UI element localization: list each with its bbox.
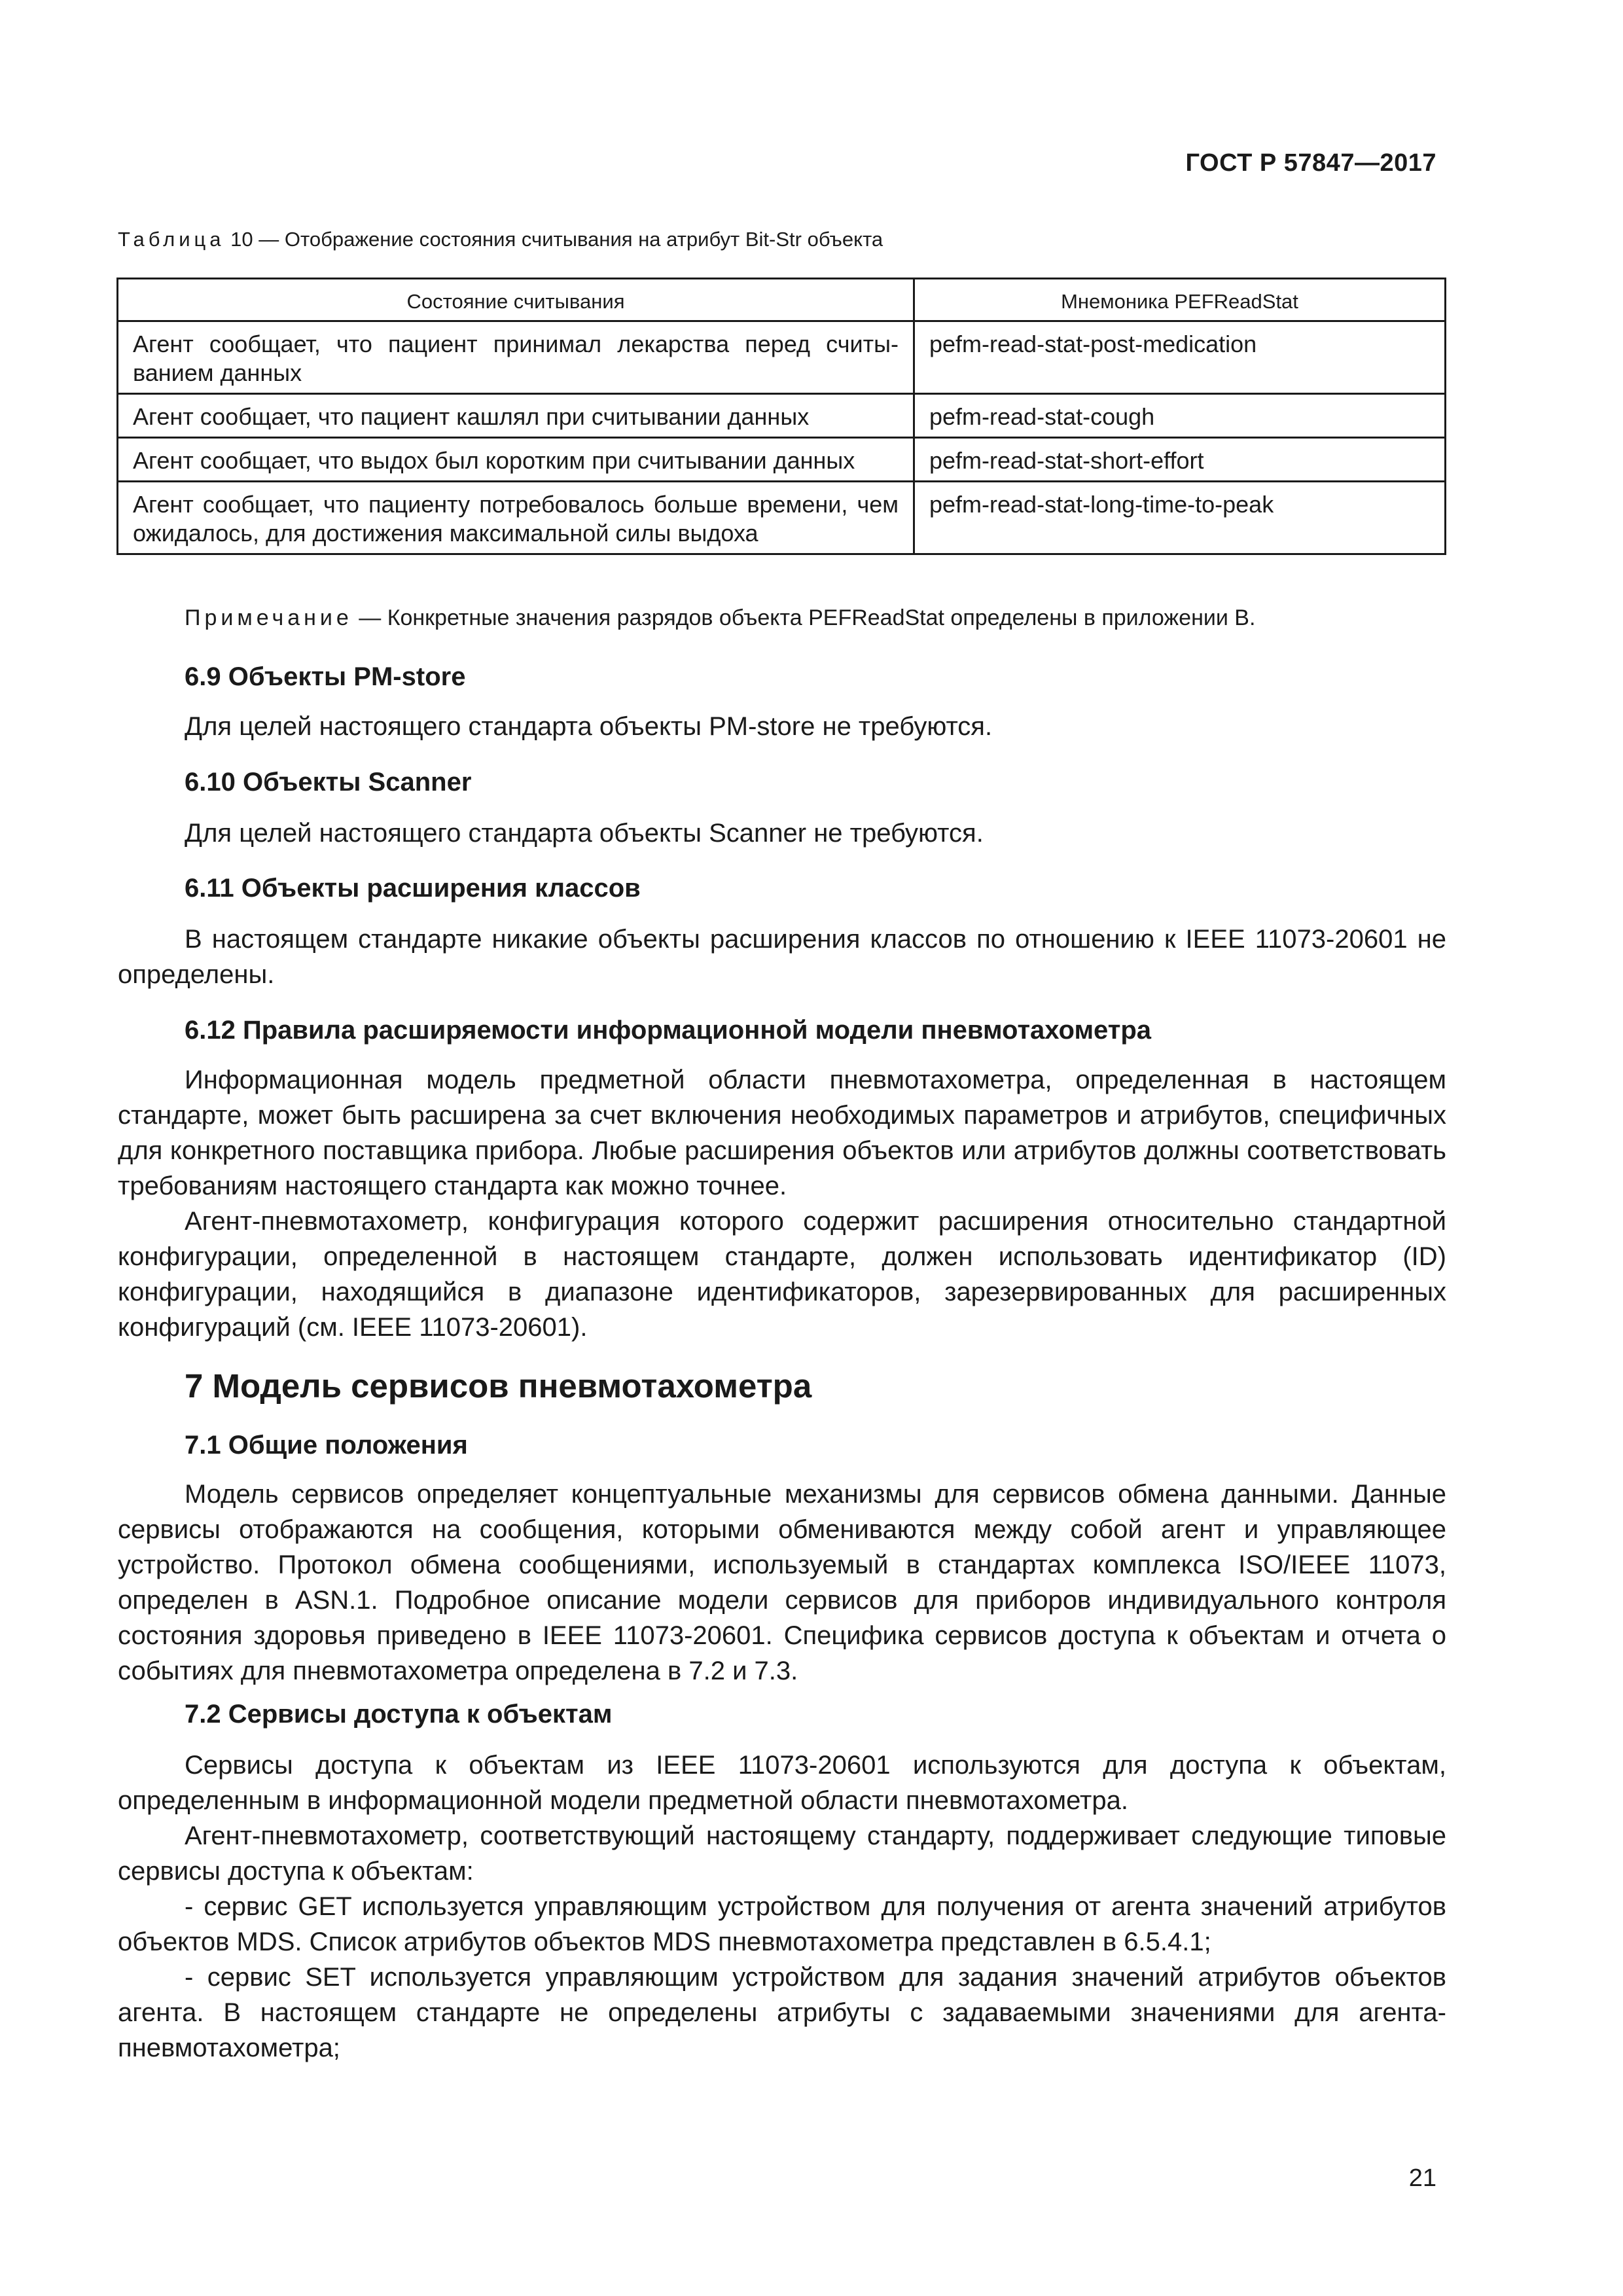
table-caption-label: Таблица [118, 228, 225, 251]
table-cell: pefm-read-stat-cough [914, 394, 1446, 438]
section-heading-6-12: 6.12 Правила расширяемости информационной модели пневмотахометра [185, 1016, 1152, 1045]
table-row [118, 482, 1446, 554]
table-cell: Агент сообщает, что выдох был коротким при считывании данных [118, 438, 914, 482]
table-cell: pefm-read-stat-short-effort [914, 438, 1446, 482]
list-item: - сервис GET используется управляющим устройством для получения от агента значений атрибутов объектов MDS. Список атрибутов объектов MDS пневмотахометра представлен в 6.5.4.1; [118, 1892, 1446, 1956]
section-heading-6-11: 6.11 Объекты расширения классов [185, 874, 641, 903]
page-number: 21 [1408, 2164, 1436, 2192]
read-status-table [116, 278, 1446, 555]
table-cell: pefm-read-stat-post-medication [914, 321, 1446, 394]
section-heading-7-1: 7.1 Общие положения [185, 1431, 468, 1460]
note-text: — Конкретные значения разрядов объекта PEFReadStat определены в приложении B. [352, 605, 1256, 630]
table-row [118, 438, 1446, 482]
paragraph: Для целей настоящего стандарта объекты Scanner не требуются. [185, 819, 984, 848]
list-item: - сервис SET используется управляющим устройством для задания значений атрибутов объектов агента. В настоящем стандарте не определены атрибуты с задаваемыми значениями для агента-пневмотахометра; [118, 1963, 1446, 2062]
table-cell: pefm-read-stat-long-time-to-peak [914, 482, 1446, 554]
paragraph: Информационная модель предметной области пневмотахометра, определенная в настоящем стандарте, может быть расширена за счет включения необходимых параметров и атрибутов, специфичных для конкретного поставщика прибора. Любые расширения объектов или атрибутов должны соответствовать требованиям настоящего стандарта как можно точнее. [118, 1066, 1446, 1200]
note-label: Примечание [185, 605, 353, 630]
table-cell: Агент сообщает, что пациент принимал лекарства перед считы-ванием данных [118, 321, 914, 394]
column-header: Мнемоника PEFReadStat [914, 279, 1446, 321]
paragraph: Модель сервисов определяет концептуальные механизмы для сервисов обмена данными. Данные сервисы отображаются на сообщения, которыми обмениваются между собой агент и управляющее устройство. Протокол обмена сообщениями, используемый в стандартах комплекса ISO/IEEE 11073, определен в ASN.1. Подробное описание модели сервисов для приборов индивидуального контроля состояния здоровья приведено в IEEE 11073-20601. Специфика сервисов доступа к объектам и отчета о событиях для пневмотахометра определена в 7.2 и 7.3. [118, 1480, 1446, 1685]
paragraph: Агент-пневмотахометр, конфигурация которого содержит расширения относительно стандартной конфигурации, определенной в настоящем стандарте, должен использовать идентификатор (ID) конфигурации, находящийся в диапазоне идентификаторов, зарезервированных для расширенных конфигураций (см. IEEE 11073-20601). [118, 1207, 1446, 1342]
table-header-row [118, 279, 1446, 321]
paragraph: Агент-пневмотахометр, соответствующий настоящему стандарту, поддерживает следующие типовые сервисы доступа к объектам: [118, 1821, 1446, 1886]
section-heading-6-9: 6.9 Объекты PM-store [185, 662, 466, 691]
section-heading-6-10: 6.10 Объекты Scanner [185, 768, 472, 797]
table-caption-text: 10 — Отображение состояния считывания на атрибут Bit-Str объекта [224, 228, 883, 251]
chapter-heading-7: 7 Модель сервисов пневмотахометра [185, 1367, 812, 1405]
standard-number: ГОСТ Р 57847—2017 [1185, 149, 1436, 177]
paragraph: В настоящем стандарте никакие объекты расширения классов по отношению к IEEE 11073-20601 не определены. [118, 925, 1446, 989]
section-heading-7-2: 7.2 Сервисы доступа к объектам [185, 1700, 613, 1729]
paragraph: Сервисы доступа к объектам из IEEE 11073-20601 используются для доступа к объектам, определенным в информационной модели предметной области пневмотахометра. [118, 1751, 1446, 1815]
table-cell: Агент сообщает, что пациенту потребовалось больше времени, чем ожидалось, для достижения максимальной силы выдоха [118, 482, 914, 554]
column-header: Состояние считывания [118, 279, 914, 321]
paragraph: Для целей настоящего стандарта объекты PM-store не требуются. [185, 712, 993, 741]
table-note [185, 605, 1255, 631]
table-caption [118, 228, 883, 251]
table-row [118, 321, 1446, 394]
table-cell: Агент сообщает, что пациент кашлял при считывании данных [118, 394, 914, 438]
table-row [118, 394, 1446, 438]
